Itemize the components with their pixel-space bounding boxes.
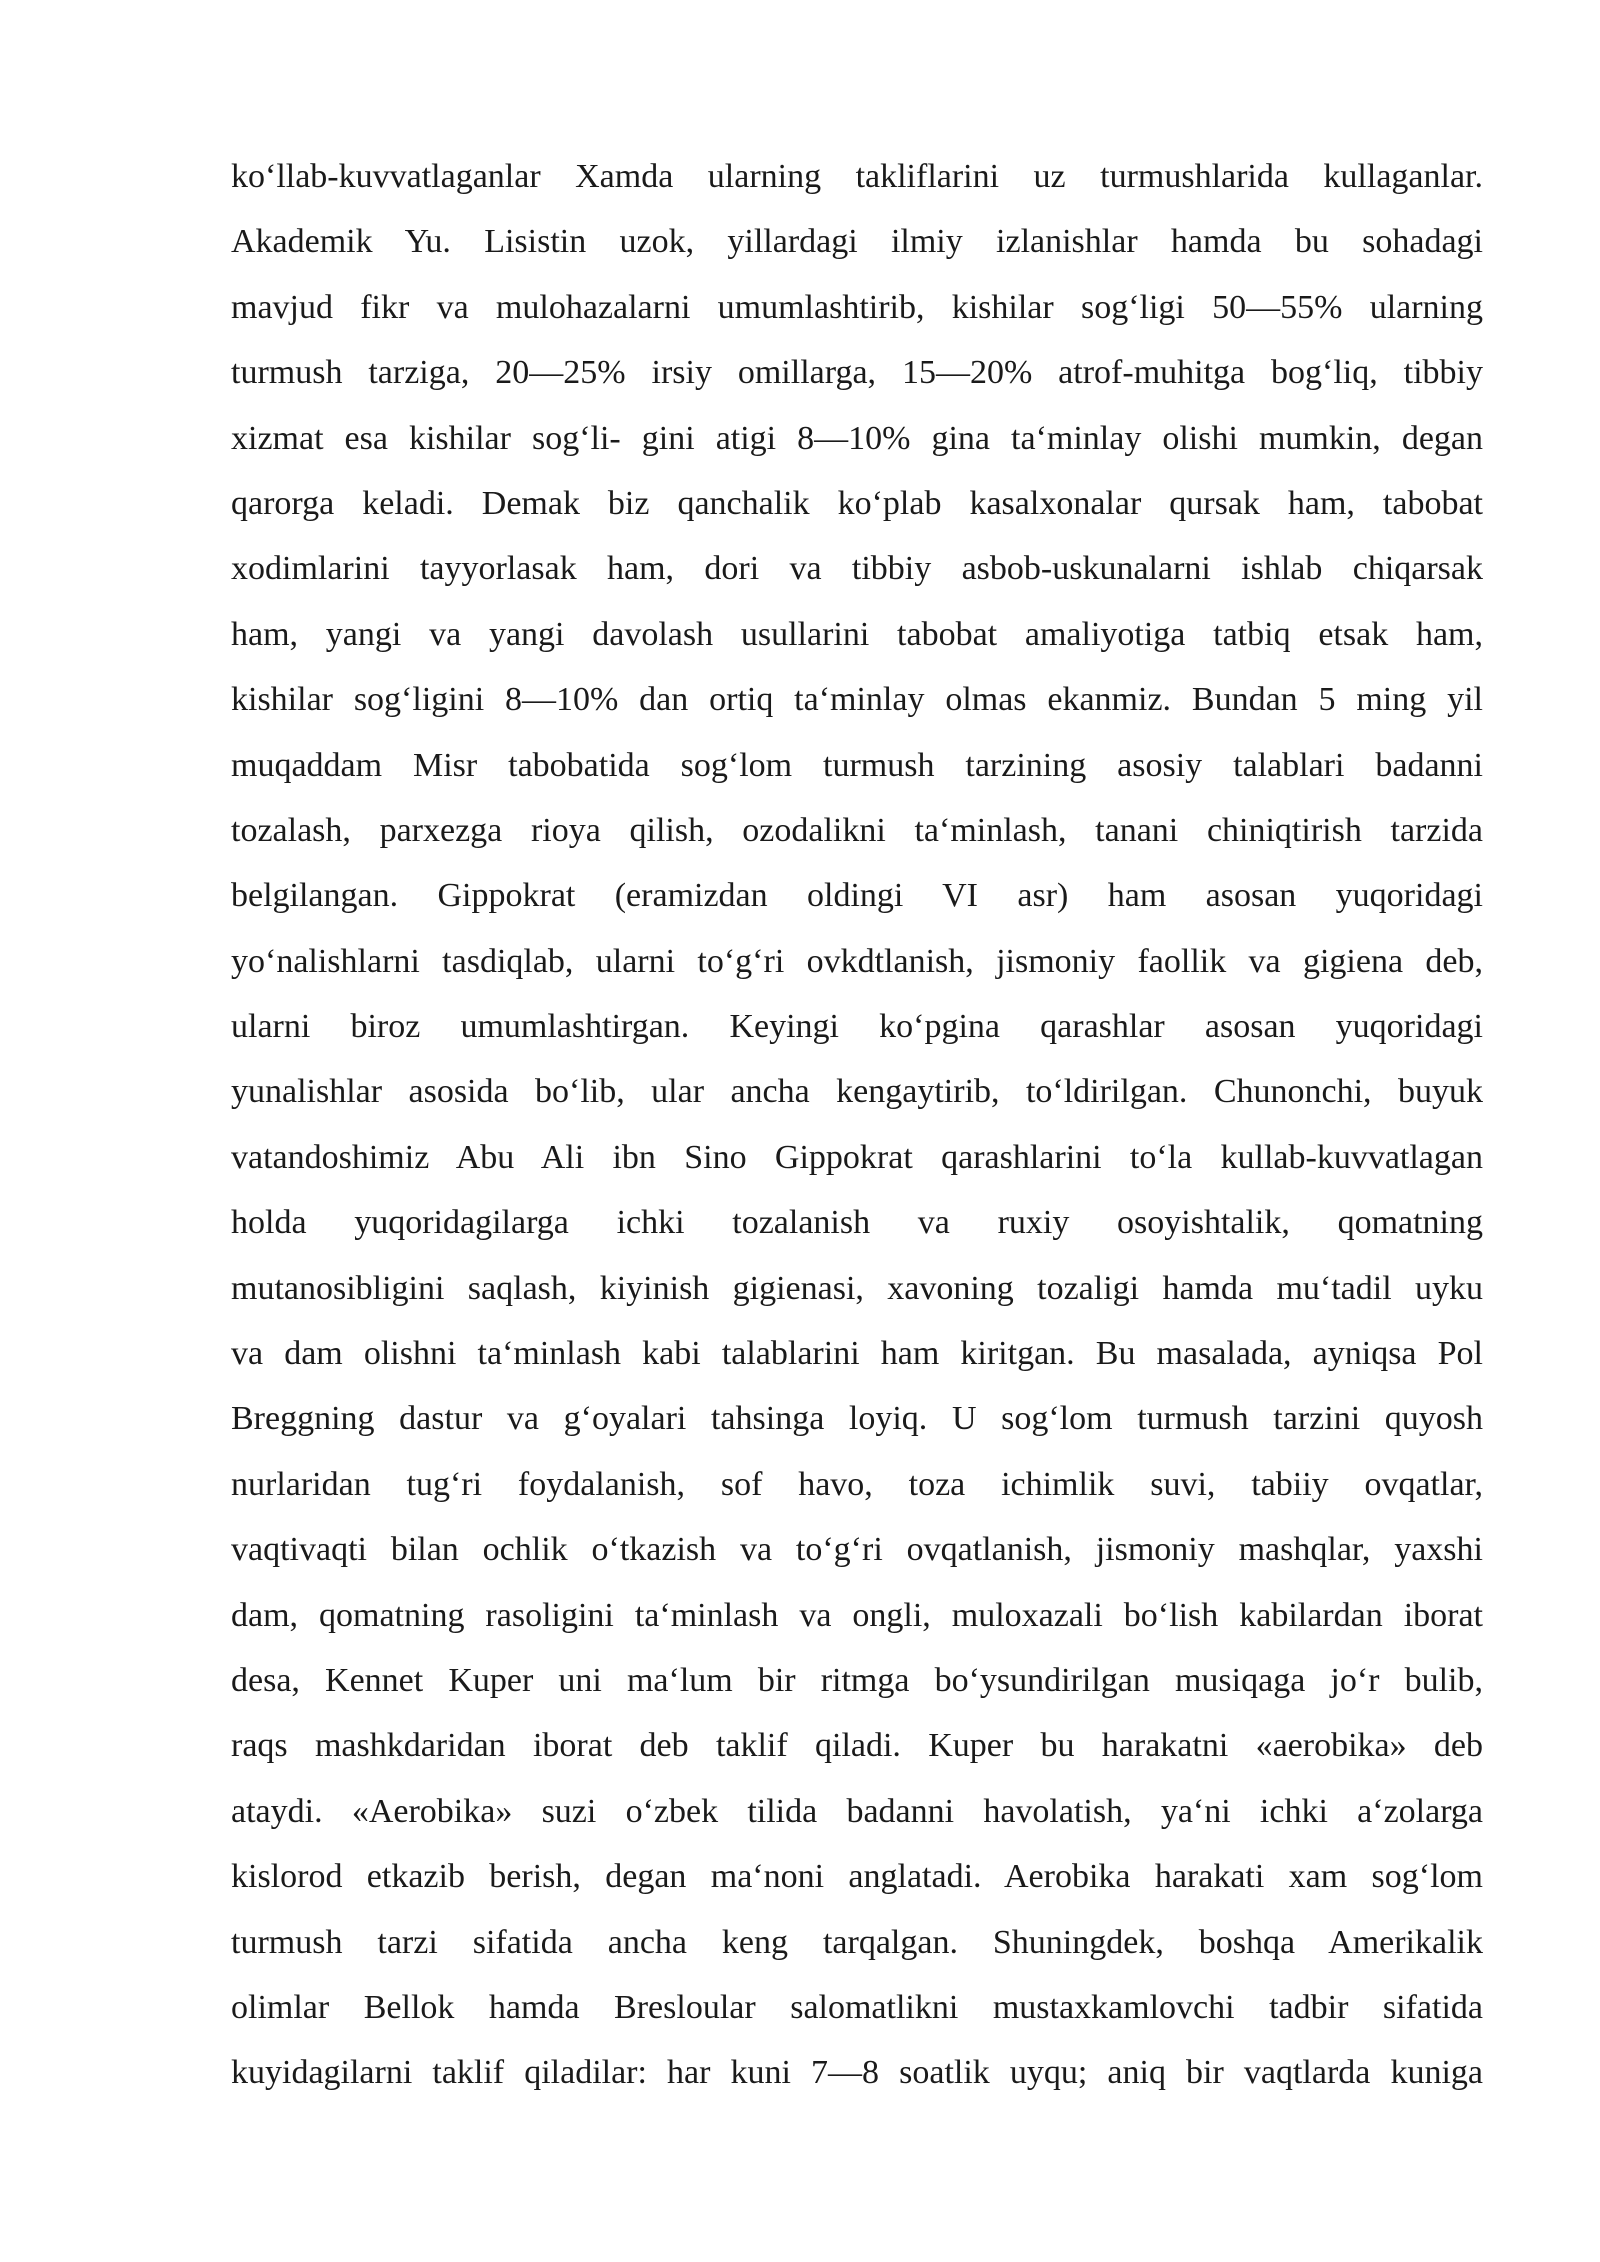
text-line: xizmat esa kishilar sogʻli- gini atigi 8—10% gina taʻminlay olishi mumkin, degan bbox=[231, 419, 1483, 457]
text-line: olimlar Bellok hamda Bresloular salomatlikni mustaxkamlovchi tadbir sifatida bbox=[231, 1988, 1483, 2026]
text-line: kuyidagilarni taklif qiladilar: har kuni 7—8 soatlik uyqu; aniq bir vaqtlarda kuniga bbox=[231, 2054, 1483, 2092]
text-line: muqaddam Misr tabobatida sogʻlom turmush tarzining asosiy talablari badanni bbox=[231, 746, 1483, 784]
text-line: koʻllab-kuvvatlaganlar Xamda ularning takliflarini uz turmushlarida kullaganlar. bbox=[231, 158, 1483, 195]
text-line: tozalash, parxezga rioya qilish, ozodalikni taʻminlash, tanani chiniqtirish tarzida bbox=[231, 811, 1483, 849]
body-text bbox=[231, 151, 1483, 2113]
text-line: desa, Kennet Kuper uni maʻlum bir ritmga boʻysundirilgan musiqaga joʻr bulib, bbox=[231, 1661, 1483, 1699]
text-line: ataydi. «Aerobika» suzi oʻzbek tilida badanni havolatish, yaʻni ichki aʻzolarga bbox=[231, 1792, 1483, 1830]
text-line: Breggning dastur va gʻoyalari tahsinga loyiq. U sogʻlom turmush tarzini quyosh bbox=[231, 1400, 1483, 1438]
text-line: kislorod etkazib berish, degan maʻnoni anglatadi. Aerobika harakati xam sogʻlom bbox=[231, 1858, 1483, 1896]
text-line: mavjud fikr va mulohazalarni umumlashtirib, kishilar sogʻligi 50—55% ularning bbox=[231, 288, 1483, 326]
text-line: dam, qomatning rasoligini taʻminlash va ongli, muloxazali boʻlish kabilardan iborat bbox=[231, 1596, 1483, 1634]
text-line: turmush tarziga, 20—25% irsiy omillarga, 15—20% atrof-muhitga bogʻliq, tibbiy bbox=[231, 354, 1483, 392]
text-line: raqs mashkdaridan iborat deb taklif qiladi. Kuper bu harakatni «aerobika» deb bbox=[231, 1727, 1483, 1765]
text-line: mutanosibligini saqlash, kiyinish gigienasi, xavoning tozaligi hamda muʻtadil uyku bbox=[231, 1269, 1483, 1307]
text-line: va dam olishni taʻminlash kabi talablarini ham kiritgan. Bu masalada, ayniqsa Pol bbox=[231, 1335, 1483, 1373]
text-line: vatandoshimiz Abu Ali ibn Sino Gippokrat qarashlarini toʻla kullab-kuvvatlagan bbox=[231, 1138, 1483, 1176]
text-line: holda yuqoridagilarga ichki tozalanish va ruxiy osoyishtalik, qomatning bbox=[231, 1204, 1483, 1242]
text-line: vaqtivaqti bilan ochlik oʻtkazish va toʻgʻri ovqatlanish, jismoniy mashqlar, yaxshi bbox=[231, 1531, 1483, 1569]
text-line: Akademik Yu. Lisistin uzok, yillardagi ilmiy izlanishlar hamda bu sohadagi bbox=[231, 223, 1483, 261]
text-line: xodimlarini tayyorlasak ham, dori va tibbiy asbob-uskunalarni ishlab chiqarsak bbox=[231, 550, 1483, 588]
text-line: nurlaridan tugʻri foydalanish, sof havo, toza ichimlik suvi, tabiiy ovqatlar, bbox=[231, 1465, 1483, 1503]
text-line: qarorga keladi. Demak biz qanchalik koʻplab kasalxonalar qursak ham, tabobat bbox=[231, 484, 1483, 522]
text-line: yoʻnalishlarni tasdiqlab, ularni toʻgʻri ovkdtlanish, jismoniy faollik va gigiena deb, bbox=[231, 942, 1483, 980]
text-line: ham, yangi va yangi davolash usullarini tabobat amaliyotiga tatbiq etsak ham, bbox=[231, 615, 1483, 653]
text-line: turmush tarzi sifatida ancha keng tarqalgan. Shuningdek, boshqa Amerikalik bbox=[231, 1923, 1483, 1961]
text-line: belgilangan. Gippokrat (eramizdan oldingi VI asr) ham asosan yuqoridagi bbox=[231, 877, 1483, 915]
text-line: yunalishlar asosida boʻlib, ular ancha kengaytirib, toʻldirilgan. Chunonchi, buyuk bbox=[231, 1073, 1483, 1111]
text-line: ularni biroz umumlashtirgan. Keyingi koʻpgina qarashlar asosan yuqoridagi bbox=[231, 1008, 1483, 1046]
text-line: kishilar sogʻligini 8—10% dan ortiq taʻminlay olmas ekanmiz. Bundan 5 ming yil bbox=[231, 681, 1483, 719]
